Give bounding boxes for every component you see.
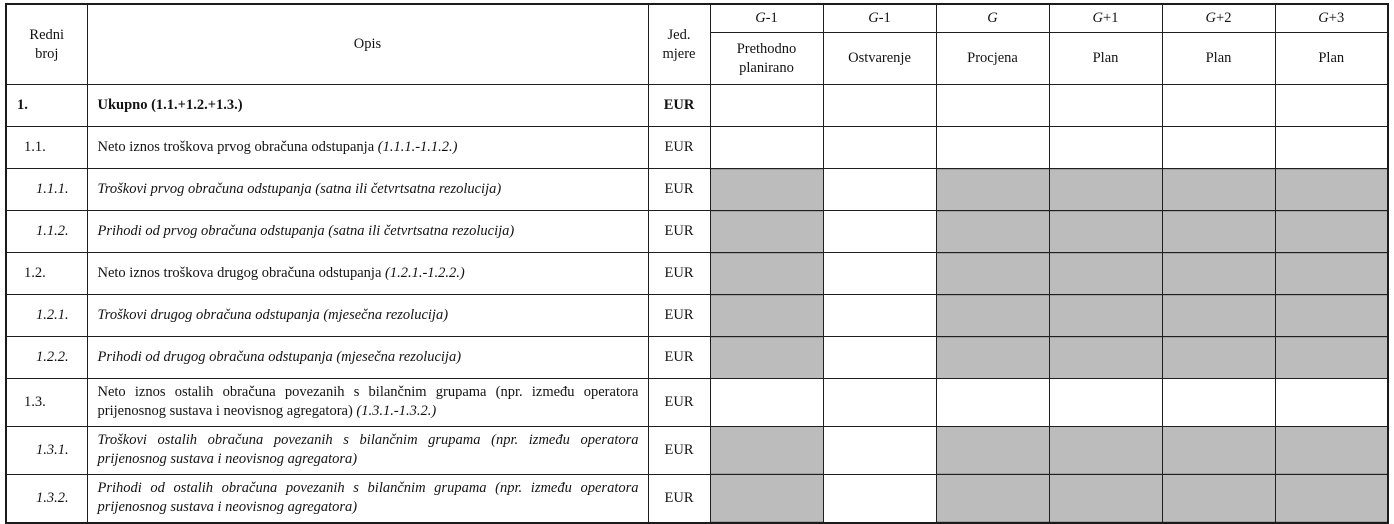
- description-text: Troškovi prvog obračuna odstupanja (satna ili četvrtsatna rezolucija): [97, 180, 502, 197]
- year-suffix: -1: [765, 10, 778, 27]
- value-cell: [1275, 295, 1388, 337]
- col-header-jed-mjere: [648, 4, 710, 85]
- value-cell: [1049, 474, 1162, 522]
- description-ref: (1.1.1.-1.1.2.): [374, 138, 458, 155]
- value-cell: [823, 337, 936, 379]
- header-year-row: [6, 4, 1388, 33]
- table-row: [6, 379, 1388, 427]
- value-cell: [823, 127, 936, 169]
- description-cell: [87, 85, 648, 127]
- value-cell: [936, 379, 1049, 427]
- table-row: [6, 169, 1388, 211]
- unit-cell: EUR: [648, 426, 710, 474]
- table-row: [6, 127, 1388, 169]
- value-cell: [936, 253, 1049, 295]
- value-cell: [1162, 127, 1275, 169]
- value-cell: [1162, 379, 1275, 427]
- row-number-cell: 1.: [6, 85, 87, 127]
- value-cell: [710, 253, 823, 295]
- value-cell: [936, 127, 1049, 169]
- value-cell: [1049, 211, 1162, 253]
- description-cell: [87, 474, 648, 522]
- value-cell: [710, 85, 823, 127]
- row-number-cell: 1.3.: [6, 379, 87, 427]
- col-header-redni-broj: [6, 4, 87, 85]
- table-row: [6, 474, 1388, 522]
- value-cell: [1049, 85, 1162, 127]
- value-cell: [1275, 379, 1388, 427]
- value-cell: [823, 295, 936, 337]
- value-cell: [1162, 253, 1275, 295]
- value-cell: [710, 426, 823, 474]
- unit-cell: EUR: [648, 85, 710, 127]
- col-header-g-minus1-realized: [823, 4, 936, 33]
- value-cell: [1275, 337, 1388, 379]
- value-cell: [710, 211, 823, 253]
- unit-cell: EUR: [648, 337, 710, 379]
- unit-cell: EUR: [648, 474, 710, 522]
- col-subheader-plan-g2: Plan: [1162, 33, 1275, 85]
- value-cell: [710, 169, 823, 211]
- col-header-g: [936, 4, 1049, 33]
- col-header-g-minus1-planned: [710, 4, 823, 33]
- table-row: [6, 211, 1388, 253]
- col-header-g-plus1: [1049, 4, 1162, 33]
- value-cell: [710, 379, 823, 427]
- value-cell: [1275, 253, 1388, 295]
- year-suffix: +3: [1328, 10, 1345, 27]
- value-cell: [1162, 426, 1275, 474]
- description-text: Prihodi od prvog obračuna odstupanja (satna ili četvrtsatna rezolucija): [97, 222, 515, 239]
- description-text: Ukupno (1.1.+1.2.+1.3.): [97, 96, 243, 113]
- description-ref: (1.3.1.-1.3.2.): [352, 403, 437, 420]
- value-cell: [936, 426, 1049, 474]
- redni-broj-line2: broj: [35, 45, 59, 62]
- table-body: [6, 85, 1388, 523]
- unit-cell: EUR: [648, 295, 710, 337]
- value-cell: [710, 295, 823, 337]
- col-subheader-plan-g1: Plan: [1049, 33, 1162, 85]
- row-number-cell: 1.1.: [6, 127, 87, 169]
- value-cell: [1049, 379, 1162, 427]
- value-cell: [710, 127, 823, 169]
- table-row: [6, 253, 1388, 295]
- description-cell: [87, 169, 648, 211]
- jed-mjere-line2: mjere: [662, 45, 696, 62]
- description-text: Prihodi od drugog obračuna odstupanja (mjesečna rezolucija): [97, 348, 462, 365]
- row-number-cell: 1.1.2.: [6, 211, 87, 253]
- year-letter: G: [1318, 10, 1329, 27]
- description-text: Prihodi od ostalih obračuna povezanih s bilančnim grupama (npr. između operatora prijenosnog sustava i neovisnog agregatora): [97, 479, 639, 516]
- table-row: [6, 295, 1388, 337]
- year-letter: G: [755, 10, 766, 27]
- value-cell: [936, 169, 1049, 211]
- description-cell: [87, 211, 648, 253]
- col-subheader-prethodno-planirano: Prethodno planirano: [710, 33, 823, 85]
- table-row: [6, 426, 1388, 474]
- value-cell: [1275, 474, 1388, 522]
- description-cell: [87, 426, 648, 474]
- unit-cell: EUR: [648, 253, 710, 295]
- unit-cell: EUR: [648, 127, 710, 169]
- value-cell: [823, 253, 936, 295]
- year-suffix: +2: [1216, 10, 1232, 27]
- value-cell: [1275, 169, 1388, 211]
- unit-cell: EUR: [648, 169, 710, 211]
- value-cell: [823, 211, 936, 253]
- table-header: [6, 4, 1388, 85]
- description-cell: [87, 337, 648, 379]
- value-cell: [1275, 127, 1388, 169]
- value-cell: [1275, 426, 1388, 474]
- year-letter: G: [868, 10, 879, 27]
- value-cell: [1049, 295, 1162, 337]
- col-subheader-procjena: Procjena: [936, 33, 1049, 85]
- settlement-costs-table: [5, 3, 1389, 524]
- value-cell: [1162, 474, 1275, 522]
- value-cell: [1049, 253, 1162, 295]
- year-suffix: +1: [1103, 10, 1119, 27]
- value-cell: [1162, 295, 1275, 337]
- unit-cell: EUR: [648, 379, 710, 427]
- table-row: [6, 337, 1388, 379]
- description-text: Troškovi ostalih obračuna povezanih s bilančnim grupama (npr. između operatora prijenosnog sustava i neovisnog agregatora): [97, 431, 639, 468]
- description-text: Neto iznos troškova prvog obračuna odstupanja: [97, 138, 375, 155]
- value-cell: [1049, 127, 1162, 169]
- value-cell: [1162, 85, 1275, 127]
- value-cell: [1275, 211, 1388, 253]
- value-cell: [823, 379, 936, 427]
- row-number-cell: 1.2.2.: [6, 337, 87, 379]
- value-cell: [936, 295, 1049, 337]
- value-cell: [1049, 426, 1162, 474]
- year-letter: G: [1092, 10, 1104, 27]
- value-cell: [823, 169, 936, 211]
- description-ref: (1.2.1.-1.2.2.): [381, 264, 465, 281]
- value-cell: [936, 211, 1049, 253]
- col-header-g-plus3: [1275, 4, 1388, 33]
- value-cell: [1275, 85, 1388, 127]
- description-cell: [87, 379, 648, 427]
- redni-broj-line1: Redni: [29, 27, 65, 44]
- value-cell: [936, 85, 1049, 127]
- unit-cell: EUR: [648, 211, 710, 253]
- value-cell: [1162, 211, 1275, 253]
- row-number-cell: 1.3.1.: [6, 426, 87, 474]
- description-cell: [87, 295, 648, 337]
- value-cell: [936, 474, 1049, 522]
- jed-mjere-line1: Jed.: [667, 27, 691, 44]
- value-cell: [710, 474, 823, 522]
- row-number-cell: 1.2.1.: [6, 295, 87, 337]
- year-suffix: -1: [878, 10, 891, 27]
- value-cell: [1049, 169, 1162, 211]
- description-text: Neto iznos troškova drugog obračuna odstupanja: [97, 264, 382, 281]
- description-text: Neto iznos ostalih obračuna povezanih s bilančnim grupama (npr. između operatora prijenosnog sustava i neovisnog agregatora): [97, 384, 639, 420]
- col-subheader-ostvarenje: Ostvarenje: [823, 33, 936, 85]
- value-cell: [1049, 337, 1162, 379]
- value-cell: [1162, 337, 1275, 379]
- value-cell: [823, 426, 936, 474]
- description-cell: [87, 253, 648, 295]
- value-cell: [710, 337, 823, 379]
- col-header-g-plus2: [1162, 4, 1275, 33]
- table-row: [6, 85, 1388, 127]
- description-text: Troškovi drugog obračuna odstupanja (mjesečna rezolucija): [97, 306, 449, 323]
- year-letter: G: [987, 10, 998, 27]
- col-subheader-plan-g3: Plan: [1275, 33, 1388, 85]
- description-cell: [87, 127, 648, 169]
- year-letter: G: [1205, 10, 1217, 27]
- row-number-cell: 1.3.2.: [6, 474, 87, 522]
- value-cell: [823, 474, 936, 522]
- col-header-opis: Opis: [87, 4, 648, 85]
- value-cell: [823, 85, 936, 127]
- row-number-cell: 1.1.1.: [6, 169, 87, 211]
- row-number-cell: 1.2.: [6, 253, 87, 295]
- value-cell: [936, 337, 1049, 379]
- value-cell: [1162, 169, 1275, 211]
